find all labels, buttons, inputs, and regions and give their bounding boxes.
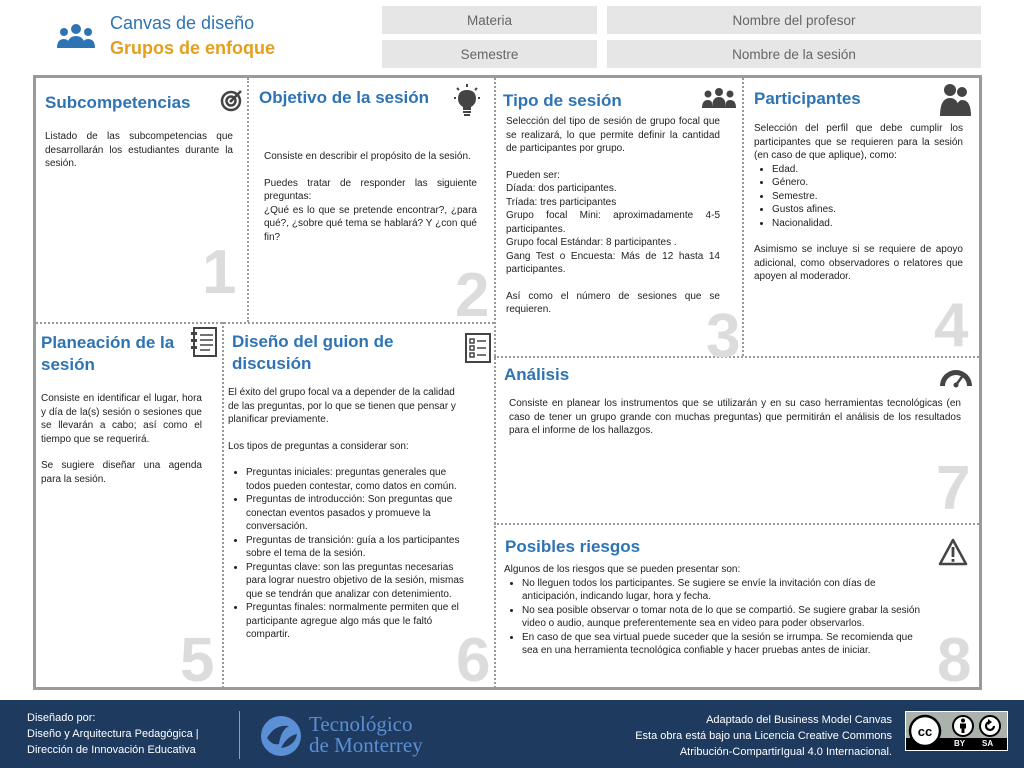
list-item: • Edad.: [772, 163, 963, 177]
section-number: 4: [934, 291, 969, 360]
divider: [247, 78, 249, 322]
riesgos-p1: Algunos de los riesgos que se pueden presentar son:: [504, 564, 741, 575]
section-number: 5: [180, 626, 215, 695]
guion-p1: El éxito del grupo focal va a depender de la calidad de las preguntas, por lo que se tienen que pensar y planificar previamente.: [228, 387, 456, 425]
guion-p2: Los tipos de preguntas a considerar son:: [228, 440, 409, 452]
group-icon: [702, 86, 736, 110]
divider: [222, 322, 224, 688]
tipo-l6: Gang Test o Encuesta: Más de 12 hasta 14 participantes.: [506, 250, 720, 275]
list-item: • Género.: [772, 176, 963, 190]
tipo-p2: Así como el número de sesiones que se requieren.: [506, 290, 720, 315]
planeacion-text: [41, 392, 202, 486]
gauge-icon: [938, 364, 974, 388]
list-item: • No lleguen todos los participantes. Se sugiere se envíe la invitación con días de anticipación, indicando lugar, hora y fecha.: [522, 577, 924, 604]
analisis-text: Consiste en planear los instrumentos que se utilizarán y en su caso herramientas tecnológicas (en caso de tener un grupo grande con muchas preguntas) que permitirán el análisis de los resultados para el informe de los hallazgos.: [509, 398, 961, 436]
section-number: 7: [936, 454, 971, 523]
list-item: • En caso de que sea virtual puede suceder que la sesión se irrumpa. Se recomienda que sea en una herramienta tecnológica confiable y hacer pruebas antes de iniciar.: [522, 631, 924, 658]
tipo-l1: Pueden ser:: [506, 169, 560, 181]
license-line: Esta obra está bajo una Licencia Creative Commons: [635, 730, 892, 742]
tipo-l2: Díada: dos participantes.: [506, 183, 617, 194]
attribution-icon: [952, 715, 974, 737]
footer-credits: [27, 710, 199, 758]
list-item: • Nacionalidad.: [772, 217, 963, 231]
section-number: 8: [937, 626, 972, 695]
analisis-title: Análisis: [504, 365, 570, 384]
tec-logo-icon: [259, 714, 303, 758]
target-icon: [220, 88, 244, 112]
tipo-l5: Grupo focal Estándar: 8 participantes .: [506, 237, 677, 248]
cc-sa-label: SA: [982, 739, 994, 748]
cc-by-label: BY: [954, 739, 966, 748]
guion-text: [228, 386, 468, 642]
section-number: 1: [202, 238, 237, 307]
credits-line: Dirección de Innovación Educativa: [27, 744, 196, 756]
footer-divider: [239, 711, 240, 759]
tipo-sesion-text: [506, 115, 720, 317]
guion-title: Diseño del guion de discusión: [232, 332, 394, 373]
riesgos-list: [504, 577, 924, 658]
tipo-p1: Selección del tipo de sesión de grupo focal que se realizará, lo que permite definir la cantidad de participantes por grupo.: [506, 116, 720, 154]
objetivo-text: [264, 150, 477, 244]
list-item: • Preguntas clave: son las preguntas necesarias para lograr nuestro objetivo de la sesión, mismas que se tendrán que analizar con detenimiento.: [246, 561, 468, 602]
planeacion-title: Planeación de la sesión: [41, 333, 175, 374]
divider: [494, 78, 496, 688]
license-line: Atribución-CompartirIgual 4.0 Internacional.: [679, 746, 892, 758]
riesgos-title: Posibles riesgos: [505, 537, 641, 556]
list-item: • Gustos afines.: [772, 203, 963, 217]
logo-line: Tecnológico: [309, 712, 413, 736]
objetivo-p3: ¿Qué es lo que se pretende encontrar?, ¿para qué?, ¿sobre qué tema se hablará? Y ¿con qué fin?: [264, 204, 477, 243]
semestre-field[interactable]: Semestre: [382, 40, 597, 68]
subcompetencias-title: Subcompetencias: [45, 93, 191, 112]
divider: [742, 78, 744, 356]
tec-logo-text: [309, 714, 423, 756]
objetivo-p1: Consiste en describir el propósito de la sesión.: [264, 151, 471, 162]
checklist-icon: [464, 332, 492, 364]
page-title: Canvas de diseño: [110, 13, 255, 33]
list-item: • No sea posible observar o tomar nota de lo que se compartió. Se sugiere grabar la sesión video o audio, aunque preferentemente sea en video para poder observarlos.: [522, 604, 924, 631]
tipo-l3: Tríada: tres participantes: [506, 196, 617, 208]
divider: [494, 523, 979, 525]
list-item: • Preguntas de transición: guía a los participantes sobre el tema de la sesión.: [246, 534, 468, 561]
list-item: • Preguntas finales: normalmente permiten que el participante agregue algo más que le faltó compartir.: [246, 601, 468, 642]
people-icon: [938, 82, 972, 118]
cc-license-badge[interactable]: [905, 711, 1008, 751]
guion-list: [228, 466, 468, 642]
warning-icon: [938, 538, 968, 566]
credits-line: Diseño y Arquitectura Pedagógica |: [27, 728, 199, 740]
materia-field[interactable]: Materia: [382, 6, 597, 34]
riesgos-text: [504, 563, 924, 658]
participantes-p1: Selección del perfil que debe cumplir los participantes que se requieren para la sesión (en caso de que aplique), como:: [754, 123, 963, 161]
objetivo-p2: Puedes tratar de responder las siguiente preguntas:: [264, 177, 477, 202]
svg-text:cc: cc: [917, 724, 933, 739]
list-item: • Preguntas de introducción: Son preguntas que conectan eventos pasados y promueve la conversación.: [246, 493, 468, 534]
list-item: • Semestre.: [772, 190, 963, 204]
participantes-list: [754, 163, 963, 231]
logo-line: de Monterrey: [309, 733, 423, 757]
agenda-icon: [188, 326, 222, 358]
section-number: 2: [455, 261, 490, 330]
participantes-text: [754, 122, 963, 284]
tipo-sesion-title: Tipo de sesión: [503, 91, 622, 110]
sesion-field[interactable]: Nombre de la sesión: [607, 40, 981, 68]
section-number: 3: [706, 302, 741, 371]
share-alike-icon: [979, 715, 1001, 737]
participantes-p2: Asimismo se incluye si se requiere de apoyo adicional, como observadores o relatores que apoyen al moderador.: [754, 244, 963, 282]
section-number: 6: [456, 626, 491, 695]
objetivo-title: Objetivo de la sesión: [259, 88, 430, 107]
subcompetencias-text: Listado de las subcompetencias que desarrollarán los estudiantes durante la sesión.: [45, 131, 233, 169]
divider: [36, 322, 494, 324]
planeacion-p1: Consiste en identificar el lugar, hora y día de la(s) sesión o sesiones que se llevarán a cabo; así como el tiempo que se requerirá.: [41, 393, 202, 445]
group-logo-icon: [56, 22, 96, 54]
profesor-field[interactable]: Nombre del profesor: [607, 6, 981, 34]
planeacion-p2: Se sugiere diseñar una agenda para la sesión.: [41, 460, 202, 485]
page-subtitle: Grupos de enfoque: [110, 38, 276, 58]
footer: [0, 700, 1024, 768]
tipo-l4: Grupo focal Mini: aproximadamente 4-5 participantes.: [506, 210, 720, 235]
credits-line: Diseñado por:: [27, 712, 96, 724]
footer-license: [635, 712, 892, 760]
list-item: • Preguntas iniciales: preguntas generales que todos pueden contestar, como datos en común.: [246, 466, 468, 493]
license-line: Adaptado del Business Model Canvas: [706, 714, 892, 726]
cc-icon: [908, 714, 942, 748]
lightbulb-icon: [452, 84, 482, 116]
participantes-title: Participantes: [754, 89, 861, 108]
